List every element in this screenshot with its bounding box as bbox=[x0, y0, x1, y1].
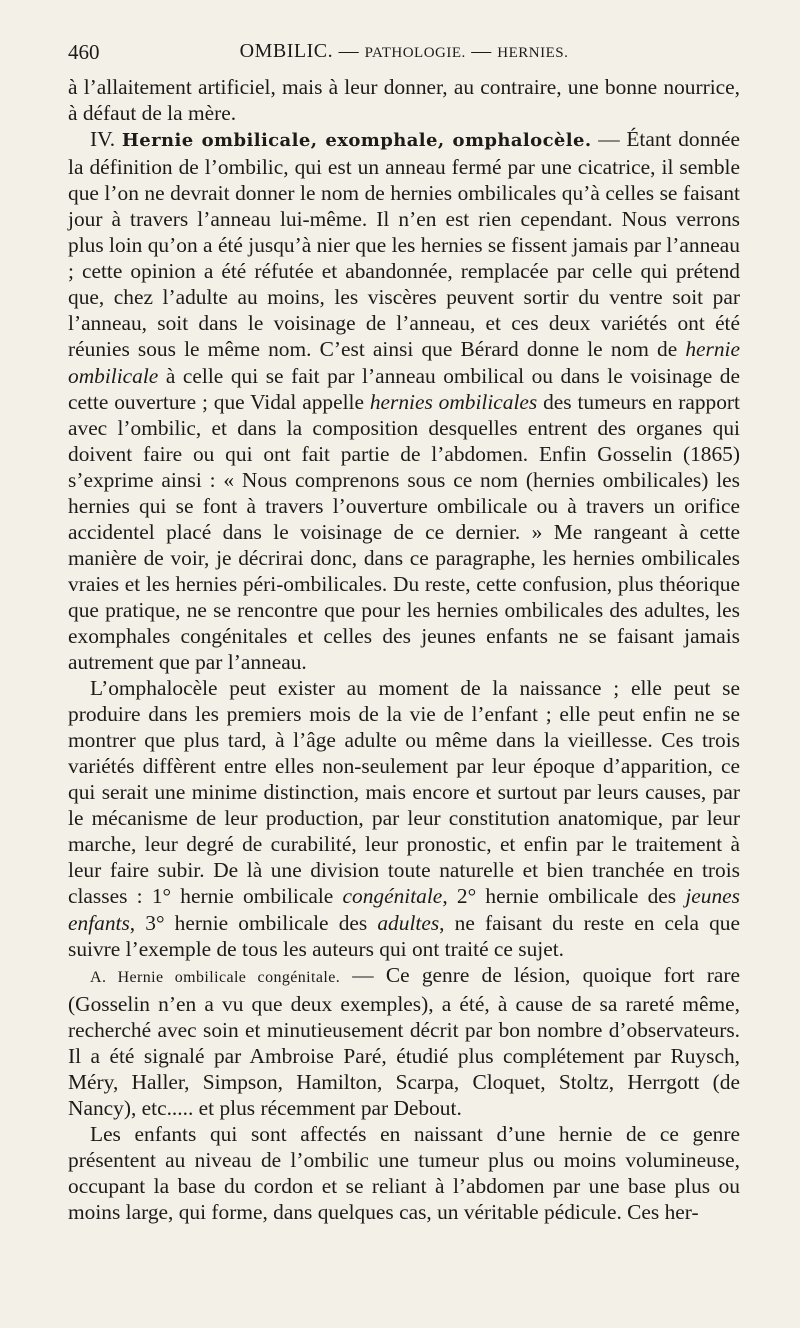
title-main: OMBILIC. bbox=[239, 40, 334, 62]
subsection-heading: A. Hernie ombilicale congénitale. bbox=[90, 968, 341, 986]
running-title: OMBILIC. — PATHOLOGIE. — HERNIES. bbox=[239, 40, 569, 62]
italic-term: hernie ombilicale bbox=[68, 337, 740, 388]
section-heading: Hernie ombilicale, exomphale, omphalocèle. bbox=[121, 130, 592, 152]
body-text bbox=[68, 74, 740, 1225]
paragraph-children: Les enfants qui sont affectés en naissant d’une hernie de ce genre présentent au niveau de l’ombilic une tumeur plus ou moins volumineuse, occupant la base du cordon et se reliant à l’abdomen par une base plus ou moins large, qui forme, dans quelques cas, un véritable pédicule. Ces her- bbox=[68, 1121, 740, 1225]
page-number: 460 bbox=[68, 40, 100, 64]
italic-term: adultes bbox=[377, 910, 440, 935]
paragraph-subsection-a: A. Hernie ombilicale congénitale. — Ce genre de lésion, quoique fort rare (Gosselin n’en a vu que deux exemples), a été, à cause de sa rareté même, recherché avec soin et minutieusement décrit par bon nombre d’observateurs. Il a été signalé par Ambroise Paré, étudié plus complétement par Ruysch, Méry, Haller, Simpson, Hamilton, Scarpa, Cloquet, Stoltz, Herrgott (de Nancy), etc..... et plus récemment par Debout. bbox=[68, 962, 740, 1120]
italic-term: jeunes enfants bbox=[68, 884, 740, 935]
paragraph-continuation: à l’allaitement artificiel, mais à leur donner, au contraire, une bonne nourrice, à défaut de la mère. bbox=[68, 75, 740, 126]
running-header bbox=[68, 40, 740, 70]
paragraph-omphalocele: L’omphalocèle peut exister au moment de la naissance ; elle peut se produire dans les premiers mois de la vie de l’enfant ; elle peut enfin ne se montrer que plus tard, à l’âge adulte ou même dans la vieillesse. Ces trois variétés diffèrent entre elles non-seulement par leur époque d’apparition, ce qui serait une minime distinction, mais encore et surtout par leurs causes, par le mécanisme de leur production, par leur constitution anatomique, par leur marche, leur degré de curabilité, leur pronostic, et enfin par le traitement à leur faire subir. De là une division toute naturelle et bien tranchée en trois classes : 1° hernie ombilicale congénitale, 2° hernie ombilicale des jeunes enfants, 3° hernie ombilicale des adultes, ne faisant du reste en cela que suivre l’exemple de tous les auteurs qui ont traité ce sujet. bbox=[68, 676, 740, 961]
italic-term: congénitale bbox=[342, 884, 443, 909]
section-number: IV. bbox=[90, 127, 122, 152]
italic-term: hernies ombilicales bbox=[369, 389, 538, 414]
title-sub-hernies: HERNIES. bbox=[497, 45, 569, 61]
title-sub-pathologie: PATHOLOGIE. bbox=[364, 45, 466, 61]
paragraph-section-iv: IV. Hernie ombilicale, exomphale, omphalocèle. — Étant donnée la définition de l’ombilic, qui est un anneau fermé par une cicatrice, il semble que l’on ne devrait donner le nom de hernies ombilicales qu’à celles se faisant jour à travers l’anneau lui-même. Il n’en est rien cependant. Nous verrons plus loin qu’on a été jusqu’à nier que les hernies se fissent jamais par l’anneau ; cette opinion a été réfutée et abandonnée, remplacée par celle qui prétend que, chez l’adulte au moins, les viscères peuvent sortir du ventre soit par l’anneau, soit dans le voisinage de l’anneau, et ces deux variétés ont été réunies sous le même nom. C’est ainsi que Bérard donne le nom de hernie ombilicale à celle qui se fait par l’anneau ombilical ou dans le voisinage de cette ouverture ; que Vidal appelle hernies ombilicales des tumeurs en rapport avec l’ombilic, et dans la composition desquelles entrent des organes qui doivent faire ou qui ont fait partie de l’abdomen. Enfin Gosselin (1865) s’exprime ainsi : « Nous comprenons sous ce nom (hernies ombilicales) les hernies qui se font à travers l’ouverture ombilicale ou à travers un orifice accidentel placé dans le voisinage de ce dernier. » Me rangeant à cette manière de voir, je décrirai donc, dans ce paragraphe, les hernies ombilicales vraies et les hernies péri-ombilicales. Du reste, cette confusion, plus théorique que pratique, ne se rencontre que pour les hernies ombilicales des adultes, les exomphales congénitales et celles des jeunes enfants ne se faisant jamais autrement que par l’anneau. bbox=[68, 127, 740, 675]
